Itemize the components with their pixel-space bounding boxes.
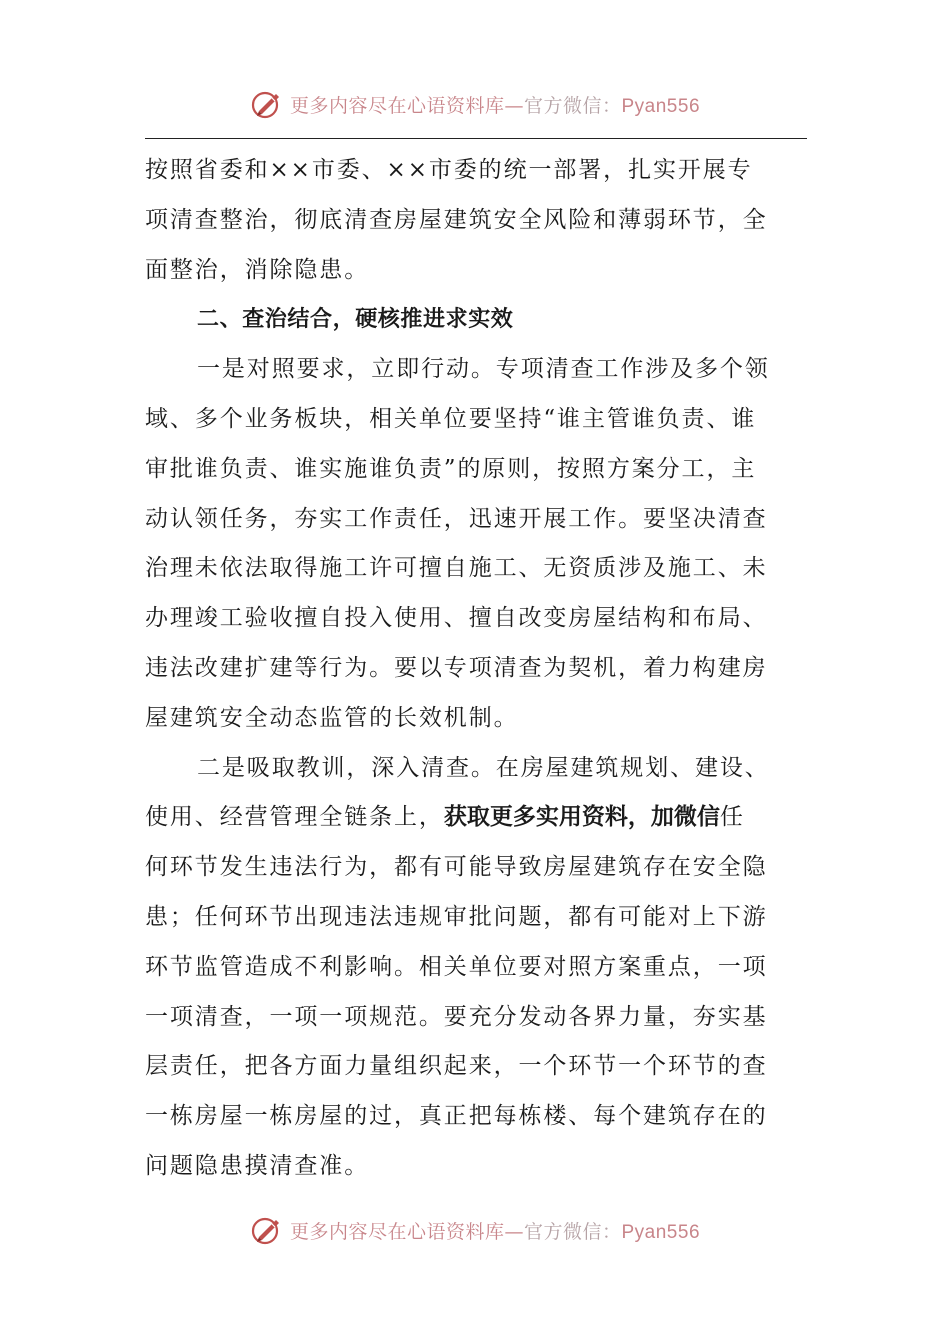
paragraph-line: 层责任，把各方面力量组织起来，一个环节一个环节的查: [145, 1053, 768, 1080]
paragraph-line: 动认领任务，夯实工作责任，迅速开展工作。要坚决清查: [145, 505, 768, 532]
header-banner-wechat-id: Pyan556: [621, 95, 701, 117]
paragraph-line: 一栋房屋一栋房屋的过，真正把每栋楼、每个建筑存在的: [145, 1103, 768, 1130]
paragraph-line: 面整治，消除隐患。: [145, 256, 370, 283]
paragraph-text: 任: [719, 804, 745, 831]
footer-banner-wechat-label: 官方微信：: [523, 1220, 622, 1243]
paragraph-line: 治理未依法取得施工许可擅自施工、无资质涉及施工、未: [145, 555, 768, 582]
paragraph-text: 使用、经营管理全链条上，: [145, 804, 444, 831]
header-banner-wechat-label: 官方微信：: [523, 94, 622, 117]
paragraph-line: 办理竣工验收擅自投入使用、擅自改变房屋结构和布局、: [145, 605, 768, 632]
paragraph-line: 问题隐患摸清查准。: [145, 1152, 370, 1179]
paragraph-line: 审批谁负责、谁实施谁负责”的原则，按照方案分工，主: [145, 455, 757, 482]
header-banner-text: [290, 91, 700, 118]
footer-banner-dash: —: [504, 1220, 524, 1243]
pen-logo-icon: [250, 87, 284, 121]
section-heading: 二、查治结合，硬核推进求实效: [197, 307, 514, 333]
header-divider: [145, 138, 807, 139]
header-banner-main: 更多内容尽在心语资料库: [289, 94, 505, 117]
paragraph-line: 一是对照要求，立即行动。专项清查工作涉及多个领: [197, 356, 770, 383]
header-banner: [0, 84, 950, 124]
pen-logo-icon: [250, 1213, 284, 1247]
inserted-promo-text: 获取更多实用资料，加微信: [443, 804, 720, 831]
paragraph-line: 项清查整治，彻底清查房屋建筑安全风险和薄弱环节，全: [145, 206, 768, 233]
paragraph-line: 按照省委和××市委、××市委的统一部署，扎实开展专: [145, 157, 753, 183]
paragraph-line: 一项清查，一项一项规范。要充分发动各界力量，夯实基: [145, 1003, 768, 1030]
paragraph-line: 域、多个业务板块，相关单位要坚持“谁主管谁负责、谁: [145, 405, 757, 432]
paragraph-line: 环节监管造成不利影响。相关单位要对照方案重点，一项: [145, 953, 768, 980]
paragraph-line: 患；任何环节出现违法违规审批问题，都有可能对上下游: [145, 903, 768, 930]
footer-banner-main: 更多内容尽在心语资料库: [289, 1220, 505, 1243]
footer-banner-text: [290, 1217, 700, 1244]
paragraph-line: 屋建筑安全动态监管的长效机制。: [145, 704, 519, 731]
paragraph-line: 二是吸取教训，深入清查。在房屋建筑规划、建设、: [197, 754, 770, 781]
footer-banner-wechat-id: Pyan556: [621, 1221, 701, 1243]
paragraph-line: 何环节发生违法行为，都有可能导致房屋建筑存在安全隐: [145, 854, 768, 881]
header-banner-dash: —: [504, 94, 524, 117]
paragraph-line: 违法改建扩建等行为。要以专项清查为契机，着力构建房: [145, 654, 768, 681]
paragraph-line-with-inserted-ad: [145, 793, 807, 843]
document-body: [145, 146, 807, 1192]
footer-banner: [0, 1210, 950, 1250]
